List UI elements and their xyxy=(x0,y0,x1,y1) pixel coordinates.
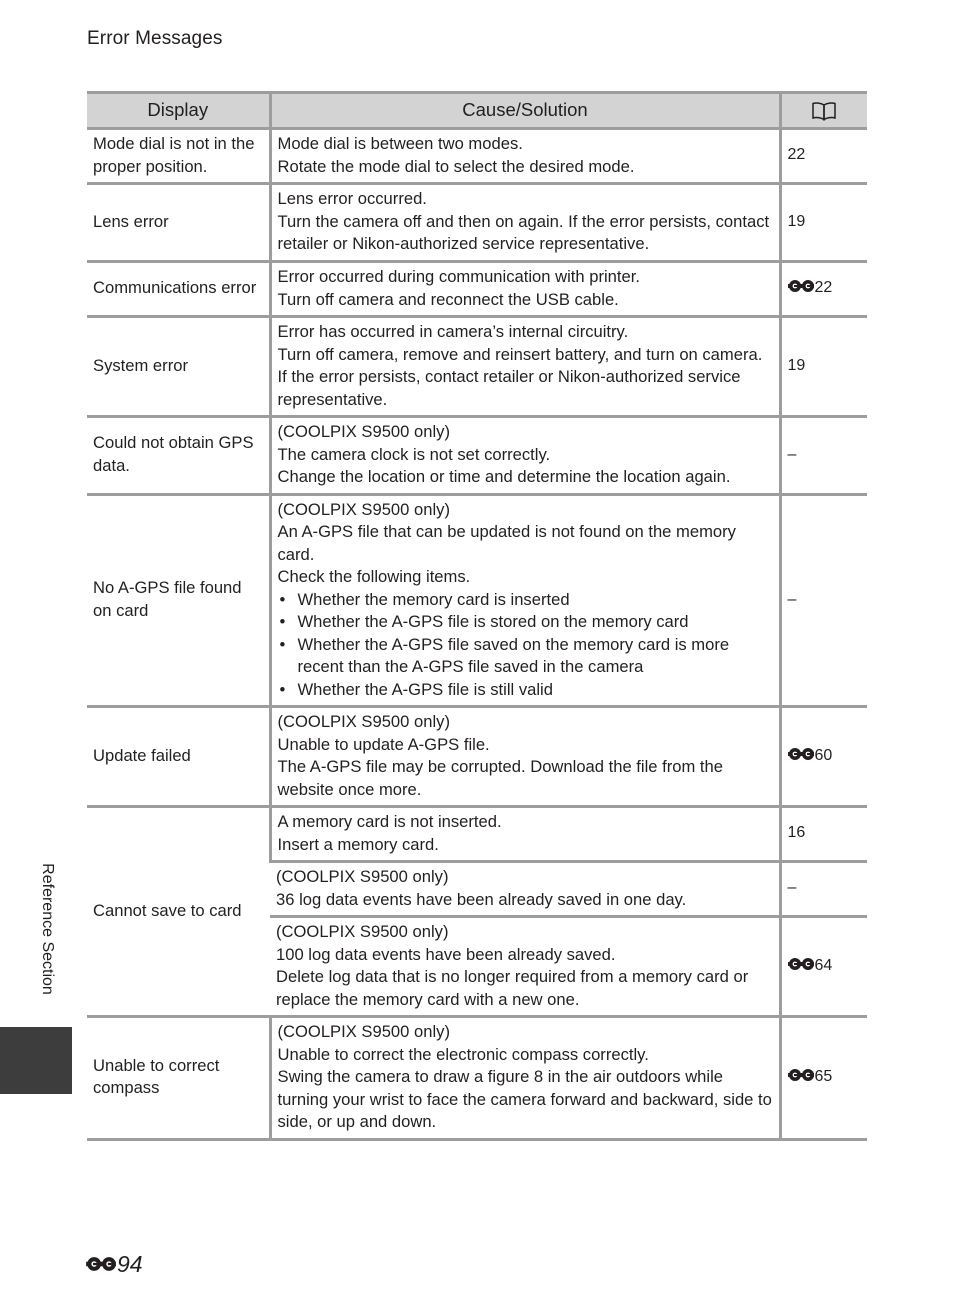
reference-page: 16 xyxy=(780,807,867,862)
cause-line: (COOLPIX S9500 only) xyxy=(277,499,450,519)
cause-line: Mode dial is between two modes. xyxy=(277,134,523,153)
column-header-reference xyxy=(780,93,867,129)
cause-line: Rotate the mode dial to select the desired mode. xyxy=(277,156,635,176)
error-display-text: Mode dial is not in the proper position. xyxy=(87,129,270,184)
reference-page: 19 xyxy=(780,184,867,262)
cause-line: Unable to update A-GPS file. xyxy=(277,734,490,754)
cause-solution-cell xyxy=(270,129,780,184)
cause-solution-cell xyxy=(270,317,780,417)
error-display-text: Cannot save to card xyxy=(87,807,270,1017)
book-icon xyxy=(811,101,837,121)
reference-page-cell xyxy=(780,262,867,317)
error-display-text: System error xyxy=(87,317,270,417)
cause-line: Insert a memory card. xyxy=(277,834,439,854)
reference-page: 64 xyxy=(814,956,833,974)
cause-line: (COOLPIX S9500 only) xyxy=(276,922,449,941)
reference-page: 22 xyxy=(780,129,867,184)
cause-solution-cell xyxy=(270,184,780,262)
table-row xyxy=(87,807,867,862)
table-row xyxy=(87,494,867,707)
table-header-row xyxy=(87,93,867,129)
cause-solution-cell xyxy=(270,494,780,707)
section-side-label: Reference Section xyxy=(39,863,56,995)
table-row xyxy=(87,184,867,262)
reference-section-icon xyxy=(788,747,814,761)
bullet-text: Whether the A-GPS file is still valid xyxy=(297,679,553,699)
reference-page-cell xyxy=(780,1017,867,1140)
cause-line: (COOLPIX S9500 only) xyxy=(277,1022,450,1041)
error-display-text: No A-GPS file found on card xyxy=(87,494,270,707)
cause-line: Error has occurred in camera’s internal circuitry. xyxy=(277,322,629,341)
page-number-text: 94 xyxy=(117,1251,143,1277)
reference-page: – xyxy=(780,494,867,707)
reference-section-icon xyxy=(788,1068,814,1082)
error-display-text: Communications error xyxy=(87,262,270,317)
error-display-text: Could not obtain GPS data. xyxy=(87,417,270,495)
page-number xyxy=(86,1251,143,1278)
bullet-item: • Whether the A-GPS file is stored on the memory card xyxy=(279,612,689,631)
table-row xyxy=(87,262,867,317)
reference-page: 65 xyxy=(814,1068,833,1085)
cause-line: (COOLPIX S9500 only) xyxy=(277,422,450,441)
bullet-text: Whether the memory card is inserted xyxy=(297,589,570,609)
bullet-text: Whether the A-GPS file saved on the memory card is more recent than the A-GPS file saved in the camera xyxy=(297,634,730,676)
cause-line: Swing the camera to draw a figure 8 in the air outdoors while turning your wrist to face the camera forward and backward, side to side, or up and down. xyxy=(277,1067,772,1131)
table-row xyxy=(87,317,867,417)
bullet-text: Whether the A-GPS file is stored on the memory card xyxy=(297,612,689,631)
table-row xyxy=(87,1017,867,1140)
error-display-text: Update failed xyxy=(87,707,270,807)
cause-line: Lens error occurred. xyxy=(277,189,427,209)
bullet-item: • Whether the A-GPS file is still valid xyxy=(279,679,553,699)
reference-section-icon xyxy=(788,957,814,971)
section-tab-marker xyxy=(0,1027,72,1094)
table-row xyxy=(87,129,867,184)
cause-line: (COOLPIX S9500 only) xyxy=(276,867,449,886)
cause-solution-cell xyxy=(270,417,780,495)
column-header-display: Display xyxy=(87,93,270,129)
cause-line: Delete log data that is no longer required from a memory card or replace the memory card with a new one. xyxy=(276,967,749,1009)
reference-page: 60 xyxy=(814,746,833,764)
cause-line: Change the location or time and determine the location again. xyxy=(277,467,731,486)
reference-section-icon xyxy=(788,279,814,293)
cause-line: Unable to correct the electronic compass correctly. xyxy=(277,1044,649,1064)
cause-line: (COOLPIX S9500 only) xyxy=(277,712,450,731)
cause-line: 100 log data events have been already saved. xyxy=(276,944,616,964)
error-display-text: Lens error xyxy=(87,184,270,262)
reference-section-icon xyxy=(86,1256,116,1272)
error-display-text: Unable to correct compass xyxy=(87,1017,270,1140)
cause-solution-cell xyxy=(270,1017,780,1140)
cause-line: A memory card is not inserted. xyxy=(277,812,502,831)
cause-solution-cell xyxy=(270,862,780,917)
cause-line: Turn off camera, remove and reinsert battery, and turn on camera. If the error persists, contact retailer or Nikon-authorized service representative. xyxy=(277,344,763,409)
cause-solution-cell xyxy=(270,917,780,1017)
reference-page-cell xyxy=(780,707,867,807)
page-title: Error Messages xyxy=(87,28,223,49)
table-row xyxy=(87,707,867,807)
bullet-item: • Whether the memory card is inserted xyxy=(279,589,570,609)
reference-page: 22 xyxy=(814,279,833,297)
cause-line: Check the following items. xyxy=(277,567,471,586)
cause-line: The A-GPS file may be corrupted. Download the file from the website once more. xyxy=(277,757,723,799)
reference-page-cell xyxy=(780,917,867,1017)
cause-line: 36 log data events have been already saved in one day. xyxy=(276,889,687,909)
cause-line: Error occurred during communication with printer. xyxy=(277,267,640,286)
error-messages-table xyxy=(87,91,867,1141)
reference-page: – xyxy=(780,417,867,495)
reference-page: – xyxy=(780,862,867,917)
cause-line: An A-GPS file that can be updated is not found on the memory card. xyxy=(277,522,736,564)
table-row xyxy=(87,417,867,495)
column-header-cause: Cause/Solution xyxy=(270,93,780,129)
cause-solution-cell xyxy=(270,262,780,317)
bullet-item: • Whether the A-GPS file saved on the memory card is more recent than the A-GPS file saved in the camera xyxy=(279,634,730,676)
cause-solution-cell xyxy=(270,807,780,862)
cause-line: Turn off camera and reconnect the USB cable. xyxy=(277,289,619,309)
cause-solution-cell xyxy=(270,707,780,807)
cause-line: The camera clock is not set correctly. xyxy=(277,444,551,464)
reference-page: 19 xyxy=(780,317,867,417)
cause-line: Turn the camera off and then on again. If the error persists, contact retailer or Nikon-authorized service representative. xyxy=(277,211,770,254)
